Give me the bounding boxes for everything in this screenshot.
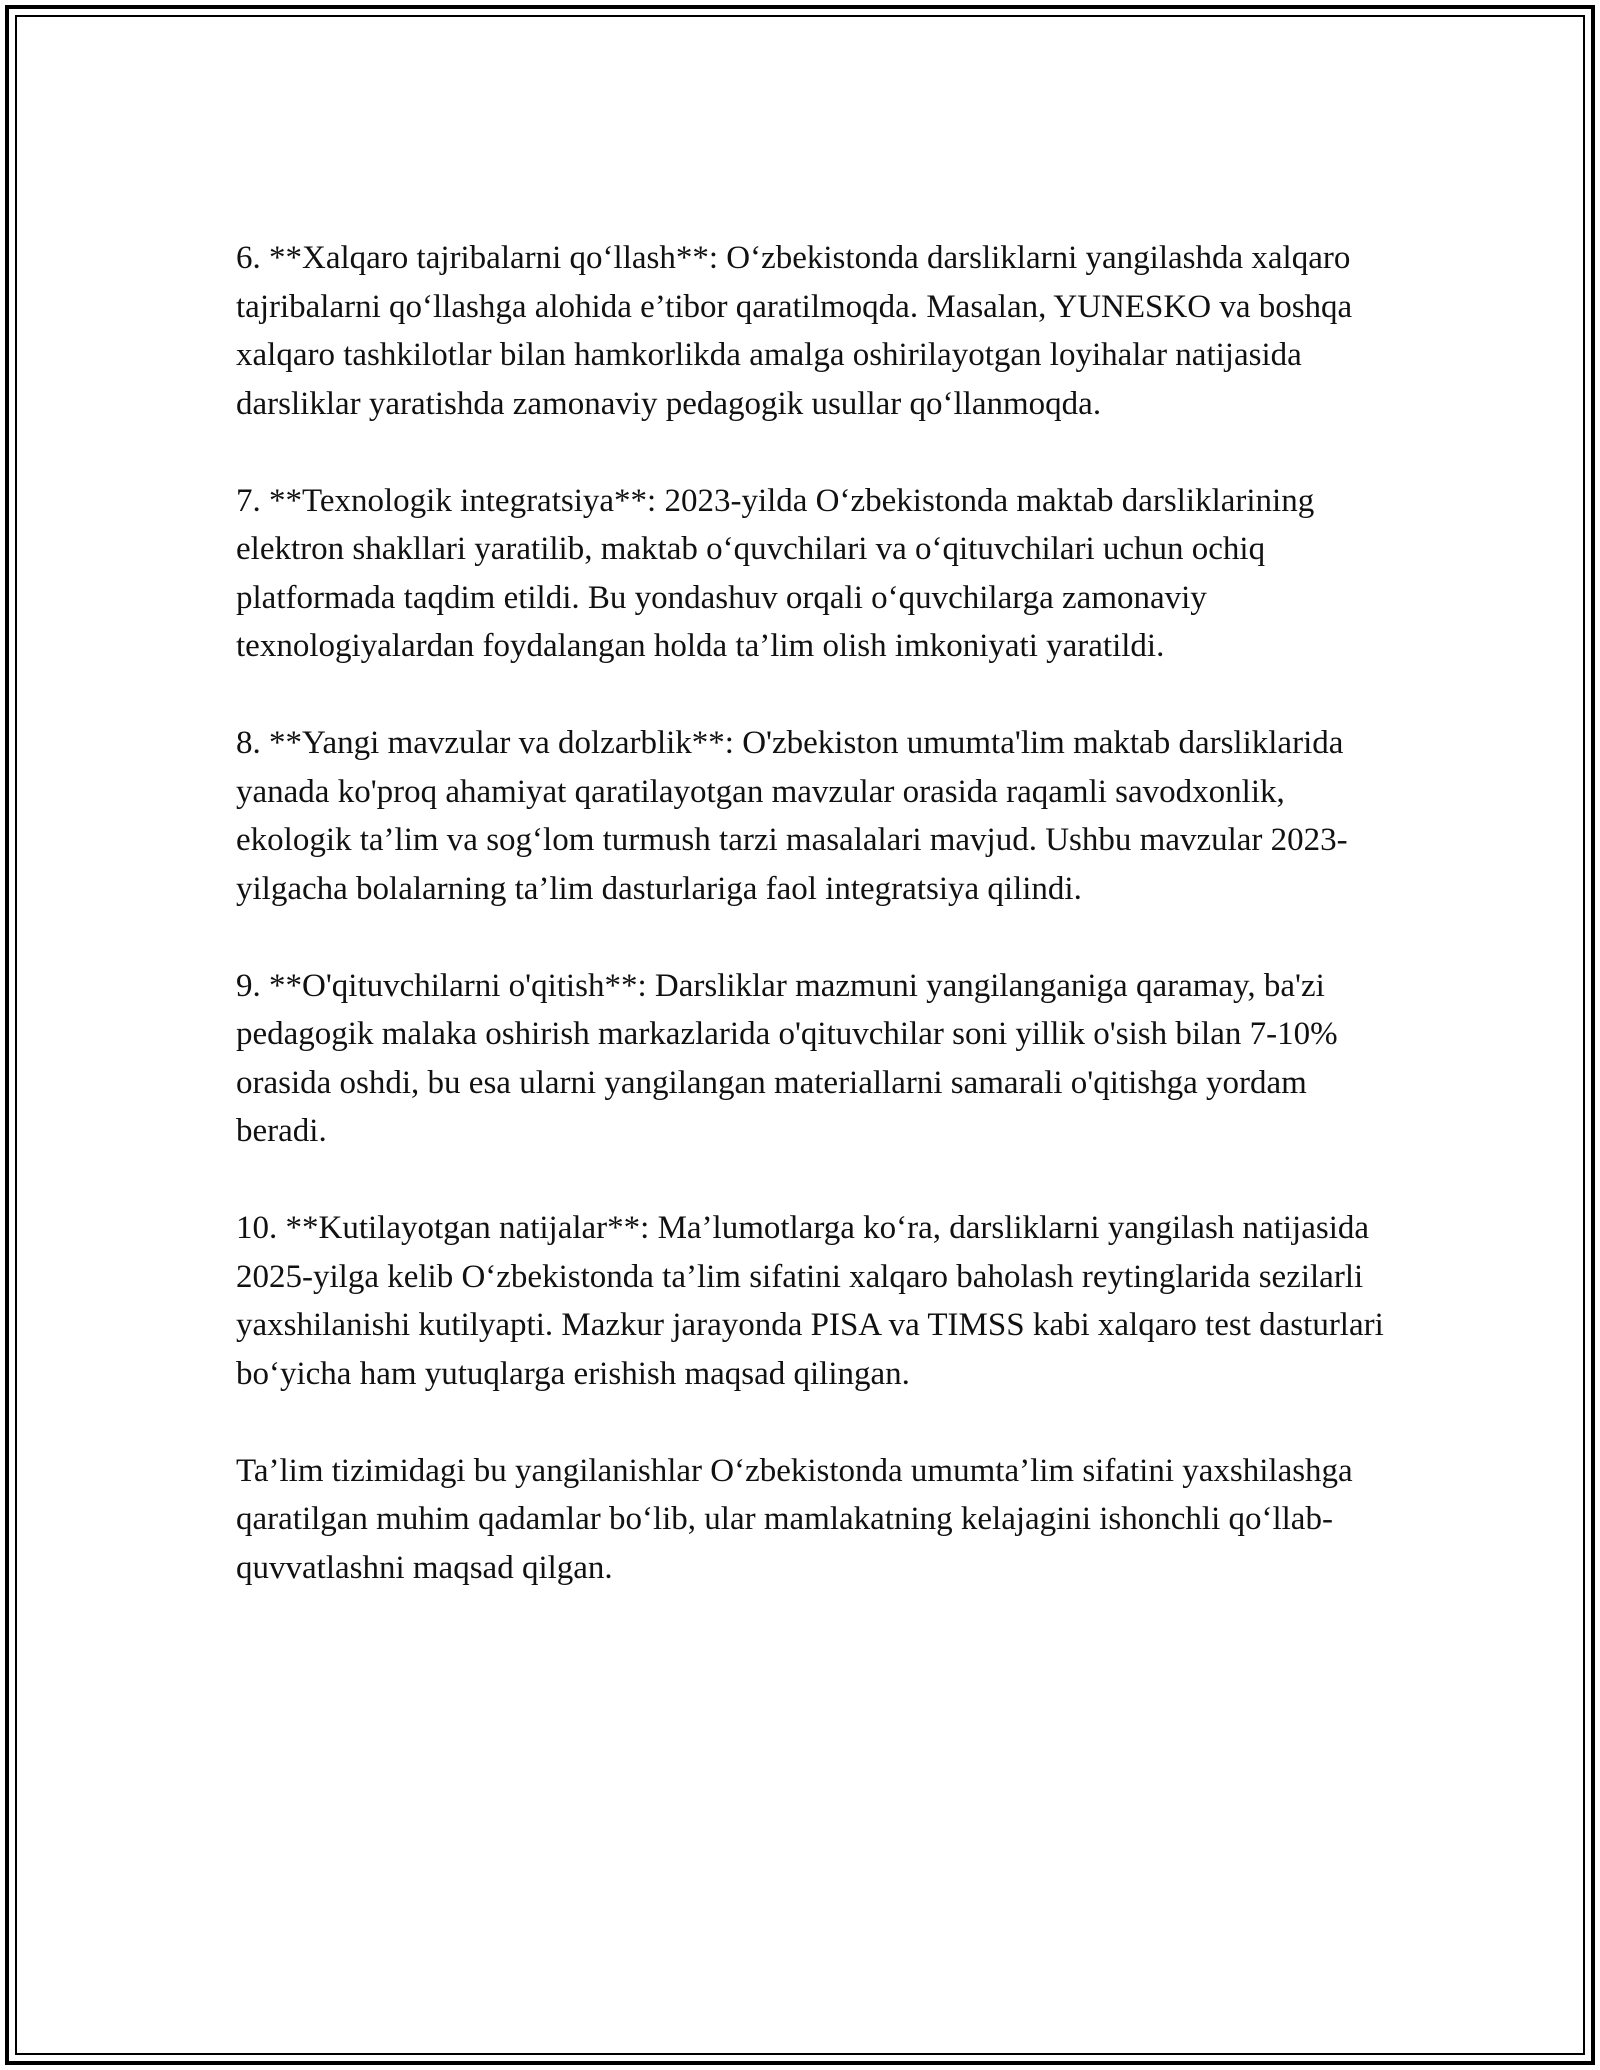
paragraph-item-8: 8. **Yangi mavzular va dolzarblik**: O'zbekiston umumta'lim maktab darsliklarida yanada ko'proq ahamiyat qaratilayotgan mavzular orasida raqamli savodxonlik, ekologik ta’lim va sog‘lom turmush tarzi masalalari mavjud. Ushbu mavzular 2023-yilgacha bolalarning ta’lim dasturlariga faol integratsiya qilindi.	[236, 725, 1348, 907]
paragraph-item-10: 10. **Kutilayotgan natijalar**: Ma’lumotlarga ko‘ra, darsliklarni yangilash natijasida 2025-yilga kelib O‘zbekistonda ta’lim sifatini xalqaro baholash reytinglarida sezilarli yaxshilanishi kutilyapti. Mazkur jarayonda PISA va TIMSS kabi xalqaro test dasturlari bo‘yicha ham yutuqlarga erishish maqsad qilingan.	[236, 1210, 1384, 1392]
closing-paragraph: Ta’lim tizimidagi bu yangilanishlar O‘zbekistonda umumta’lim sifatini yaxshilashga qaratilgan muhim qadamlar bo‘lib, ular mamlakatning kelajagini ishonchli qo‘llab-quvvatlashni maqsad qilgan.	[236, 1452, 1353, 1586]
paragraph-item-6: 6. **Xalqaro tajribalarni qo‘llash**: O‘zbekistonda darsliklarni yangilashda xalqaro tajribalarni qo‘llashga alohida e’tibor qaratilmoqda. Masalan, YUNESKO va boshqa xalqaro tashkilotlar bilan hamkorlikda amalga oshirilayotgan loyihalar natijasida darsliklar yaratishda zamonaviy pedagogik usullar qo‘llanmoqda.	[236, 240, 1353, 422]
paragraph-item-7: 7. **Texnologik integratsiya**: 2023-yilda O‘zbekistonda maktab darsliklarining elektron shakllari yaratilib, maktab o‘quvchilari va o‘qituvchilari uchun ochiq platformada taqdim etildi. Bu yondashuv orqali o‘quvchilarga zamonaviy texnologiyalardan foydalangan holda ta’lim olish imkoniyati yaratildi.	[236, 482, 1315, 664]
document-body	[236, 234, 1396, 1592]
paragraph-item-9: 9. **O'qituvchilarni o'qitish**: Darsliklar mazmuni yangilanganiga qaramay, ba'zi pedagogik malaka oshirish markazlarida o'qituvchilar soni yillik o'sish bilan 7-10% orasida oshdi, bu esa ularni yangilangan materiallarni samarali o'qitishga yordam beradi.	[236, 967, 1338, 1149]
